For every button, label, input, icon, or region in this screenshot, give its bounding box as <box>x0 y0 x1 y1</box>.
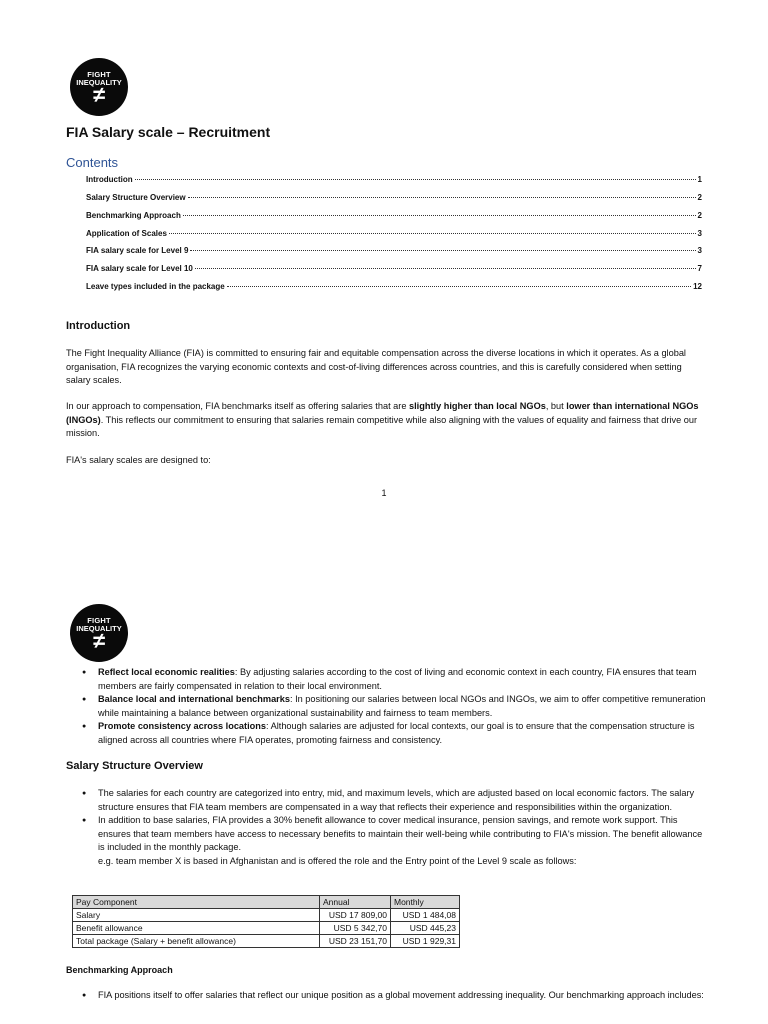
page-number: 1 <box>381 488 387 498</box>
fia-logo: FIGHT INEQUALITY ≠ <box>70 604 128 662</box>
document-title: FIA Salary scale – Recruitment <box>66 124 271 140</box>
table-row: Salary USD 17 809,00 USD 1 484,08 <box>73 909 460 922</box>
benchmarking-heading: Benchmarking Approach <box>66 965 173 975</box>
list-item: ● In addition to base salaries, FIA provides a 30% benefit allowance to cover medical insurance, pension savings, and remote work support. This ensures that team members have access to necessary benefits to maintain their well-being while contributing to FIA's mission. The benefit allowance is included in the monthly package. e.g. team member X is based in Afghanistan and is offered the role and the Entry point of the Level 9 scale as follows: <box>80 814 706 868</box>
toc-entry[interactable]: Application of Scales 3 <box>86 229 702 238</box>
intro-paragraph-2: In our approach to compensation, FIA benchmarks itself as offering salaries that are slightly higher than local NGOs, but lower than international NGOs (INGOs). This reflects our commitment to ensuring that salaries remain competitive while also aligning with the values of equality and fairness that drive our mission. <box>66 401 699 438</box>
list-item: ● Reflect local economic realities: By adjusting salaries according to the cost of living and economic context in each country, FIA ensures that team members are fairly compensated in relation to their local environment. <box>80 666 706 693</box>
toc-entry[interactable]: Leave types included in the package 12 <box>86 282 702 291</box>
structure-list <box>80 787 706 868</box>
list-item: ● Balance local and international benchmarks: In positioning our salaries between local NGOs and INGOs, we aim to offer competitive remuneration while maintaining a balance between organizational sustainability and fairness to team members. <box>80 693 706 720</box>
toc-entry[interactable]: Benchmarking Approach 2 <box>86 211 702 220</box>
contents-heading: Contents <box>66 155 119 170</box>
fia-logo: FIGHT INEQUALITY ≠ <box>70 58 128 116</box>
table-row: Total package (Salary + benefit allowance) USD 23 151,70 USD 1 929,31 <box>73 935 460 948</box>
list-item: ● FIA positions itself to offer salaries that reflect our unique position as a global movement addressing inequality. Our benchmarking approach includes: <box>80 989 706 1003</box>
toc-entry[interactable]: FIA salary scale for Level 10 7 <box>86 264 702 273</box>
toc-entry[interactable]: Introduction 1 <box>86 175 702 184</box>
intro-paragraph-3: FIA's salary scales are designed to: <box>66 455 211 465</box>
aims-list <box>80 666 706 747</box>
salary-structure-heading: Salary Structure Overview <box>66 760 203 772</box>
intro-paragraph-1: The Fight Inequality Alliance (FIA) is committed to ensuring fair and equitable compensation across the diverse locations in which it operates. As a global organisation, FIA recognizes the varying economic contexts and cost-of-living differences across countries, and this is carefully considered when setting salary scales. <box>66 348 686 385</box>
document-page-2 <box>0 590 768 1024</box>
table-row: Benefit allowance USD 5 342,70 USD 445,23 <box>73 922 460 935</box>
toc-entry[interactable]: Salary Structure Overview 2 <box>86 193 702 202</box>
table-header-row: Pay Component Annual Monthly <box>73 896 460 909</box>
pay-component-table <box>72 895 460 948</box>
introduction-heading: Introduction <box>66 320 131 332</box>
toc-entry[interactable]: FIA salary scale for Level 9 3 <box>86 246 702 255</box>
list-item: ● Promote consistency across locations: Although salaries are adjusted for local contexts, our goal is to ensure that the compensation structure is aligned across all countries where FIA operates, promoting fairness and consistency. <box>80 720 706 747</box>
benchmarking-list <box>80 989 706 1003</box>
not-equal-icon: ≠ <box>92 628 106 653</box>
not-equal-icon: ≠ <box>92 82 106 107</box>
list-item: ● The salaries for each country are categorized into entry, mid, and maximum levels, which are adjusted based on local economic factors. The salary structure ensures that FIA team members are compensated in a way that reflects their experience and responsibilities within the organization. <box>80 787 706 814</box>
